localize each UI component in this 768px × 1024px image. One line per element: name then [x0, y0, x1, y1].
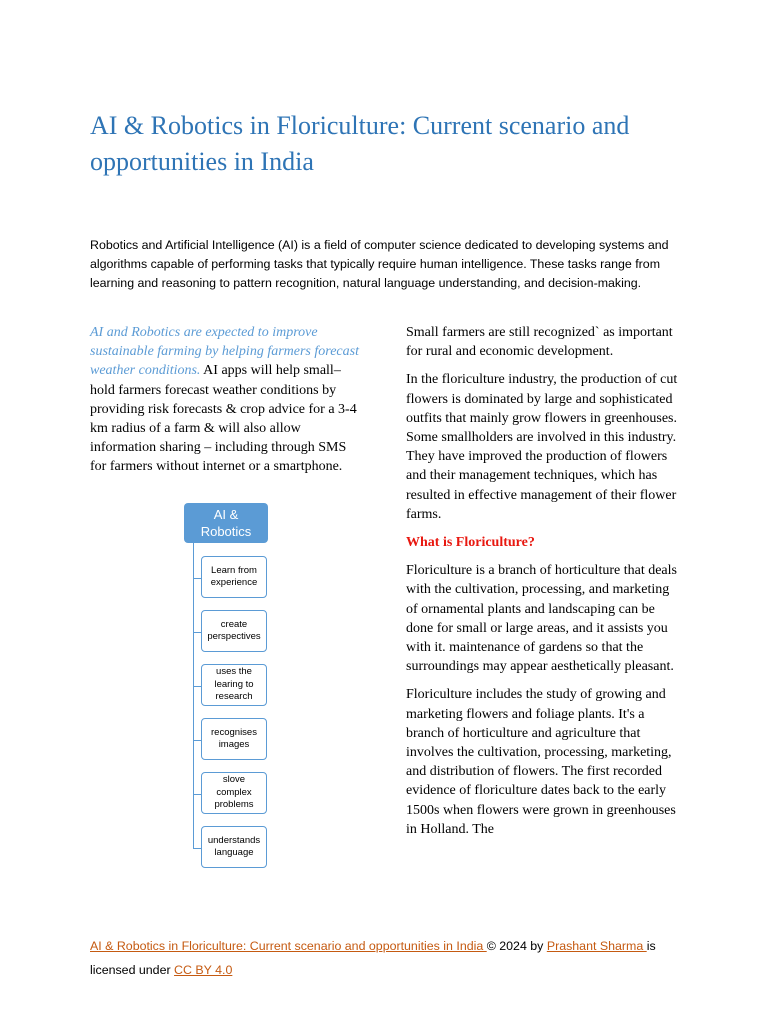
root-label-line-2: Robotics	[200, 524, 252, 539]
intro-paragraph: Robotics and Artificial Intelligence (AI) is a field of computer science dedicated to developing systems and algorithms capable of performing tasks that typically require human intelligence. These tasks range from learning and reasoning to pattern recognition, natural language understanding, and decision-making.	[90, 238, 669, 291]
diagram-node-research: uses the learing to research	[201, 664, 267, 706]
right-paragraph-4: Floriculture includes the study of growing and marketing flowers and foliage plants. It's a branch of horticulture and agriculture that involves the cultivation, processing, marketing, and distribution of flowers. The first recorded evidence of floriculture dates back to the early 1500s when flowers were grown in greenhouses in Holland. The	[406, 687, 676, 837]
section-heading-floriculture: What is Floriculture?	[406, 535, 535, 551]
license-footer	[90, 934, 690, 982]
license-text: is licensed under	[90, 939, 656, 977]
diagram-node-create: create perspectives	[201, 610, 267, 652]
diagram-branch	[193, 848, 201, 849]
right-column	[406, 323, 682, 848]
diagram-node-problems: slove complex problems	[201, 772, 267, 814]
left-column	[90, 323, 362, 486]
diagram-node-images: recognises images	[201, 718, 267, 760]
right-paragraph-3: Floriculture is a branch of horticulture that deals with the cultivation, processing, and marketing of ornamental plants and landscaping can be done for small or large areas, and it assists you with it. maintenance of gardens so that the surroundings may appear aesthetically pleasant.	[406, 563, 677, 675]
author-link[interactable]: Prashant Sharma	[546, 939, 647, 953]
diagram-branch	[193, 578, 201, 579]
diagram-branch	[193, 686, 201, 687]
work-title-link[interactable]: AI & Robotics in Floriculture: Current scenario and opportunities in India	[90, 939, 487, 953]
ai-robotics-diagram	[184, 503, 274, 883]
diagram-branch	[193, 794, 201, 795]
diagram-node-learn: Learn from experience	[201, 556, 267, 598]
left-paragraph	[90, 323, 362, 477]
root-label-line-1: AI &	[213, 507, 239, 522]
left-body-text: AI apps will help small–hold farmers forecast weather conditions by providing risk forecasts & crop advice for a 3-4 km radius of a farm & will also allow information sharing – including through SMS for farmers without internet or a smartphone.	[90, 363, 357, 475]
diagram-root-node	[184, 503, 268, 543]
diagram-branch	[193, 740, 201, 741]
diagram-branch	[193, 632, 201, 633]
highlighted-quote: AI and Robotics are expected to improve sustainable farming by helping farmers forecast weather conditions.	[90, 325, 359, 379]
license-link[interactable]: CC BY 4.0	[174, 963, 233, 977]
page-title: AI & Robotics in Floriculture: Current scenario and opportunities in India	[90, 111, 630, 176]
right-paragraph-2: In the floriculture industry, the production of cut flowers is dominated by large and sophisticated outfits that mainly grow flowers in greenhouses. Some smallholders are involved in this industry. They have improved the production of flowers and their management techniques, which has resulted in effective management of their flower farms.	[406, 372, 678, 522]
diagram-node-language: understands language	[201, 826, 267, 868]
copyright-text: © 2024 by	[486, 939, 547, 953]
diagram-connector-trunk	[193, 543, 194, 849]
right-paragraph-1: Small farmers are still recognized` as important for rural and economic development.	[406, 325, 673, 360]
